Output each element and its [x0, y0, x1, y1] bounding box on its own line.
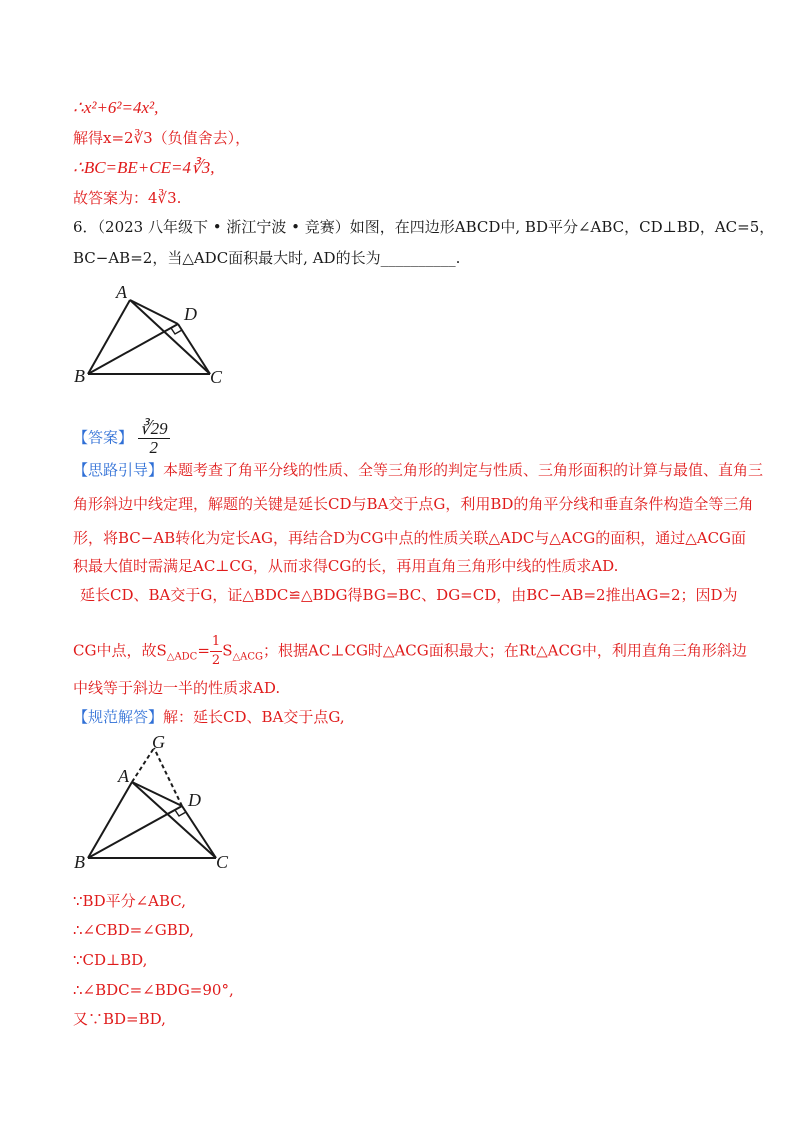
proof-line-1: ∵BD平分∠ABC,	[73, 892, 187, 910]
summary-line-3: 中线等于斜边一半的性质求AD.	[73, 679, 281, 697]
prev-line-2: 解得x=2∛3（负值舍去），	[73, 129, 251, 147]
prev-line-3: ∴BC=BE+CE=4∛3,	[73, 158, 215, 177]
prev-line-1: ∴x²+6²=4x²,	[73, 98, 159, 117]
solution-header: 【规范解答】解：延长CD、BA交于点G,	[73, 708, 345, 726]
side-ad	[132, 782, 182, 806]
answer-label: 【答案】	[73, 428, 134, 447]
label-a: A	[118, 766, 129, 786]
question-6-line-1: 6．（2023 八年级下 • 浙江宁波 • 竞赛）如图，在四边形ABCD中, BD平分∠ABC，CD⊥BD，AC=5，	[73, 218, 775, 236]
answer-fraction: $\frac{∛29}{2}$	[139, 419, 168, 457]
label-a: A	[116, 282, 127, 302]
solution-label: 【规范解答】	[73, 708, 164, 726]
side-ad	[130, 300, 178, 324]
idea-line-1: 【思路引导】本题考查了角平分线的性质、全等三角形的判定与性质、三角形面积的计算与最值、直角三	[73, 461, 764, 479]
idea-line-2: 角形斜边中线定理，解题的关键是延长CD与BA交于点G，利用BD的角平分线和垂直条件构造全等三角	[73, 495, 754, 513]
label-c: C	[210, 367, 223, 387]
label-d: D	[184, 304, 197, 324]
idea-line-4: 积最大值时需满足AC⊥CG，从而求得CG的长，再用直角三角形中线的性质求AD.	[73, 557, 619, 575]
proof-line-4: ∴∠BDC=∠BDG=90°,	[73, 981, 234, 999]
extended-figure	[60, 730, 250, 878]
summary-line-2: CG中点，故$S_{\triangle ADC}=$ $\frac{1}{2}$ $S_{\triangle ACG}$；根据AC⊥CG时△ACG面积最大；在Rt△ACG中，利用直角三角形斜边	[73, 634, 747, 668]
prev-line-4: 故答案为：4∛3.	[73, 189, 182, 207]
idea-line-3: 形，将BC−AB转化为定长AG，再结合D为CG中点的性质关联△ADC与△ACG的面积，通过△ACG面	[73, 529, 747, 547]
extension-dg	[154, 748, 182, 806]
question-6-line-2: BC−AB=2，当△ADC面积最大时, AD的长为__________.	[73, 249, 461, 267]
answer	[73, 420, 170, 457]
label-b: B	[74, 366, 85, 386]
proof-line-3: ∵CD⊥BD,	[73, 951, 148, 969]
summary-line-1: 延长CD、BA交于G，证△BDC≌△BDG得BG=BC、DG=CD，由BC−AB=2推出AG=2；因D为	[80, 586, 738, 604]
extension-ag	[132, 748, 154, 782]
diagonal-ac	[132, 782, 216, 858]
label-d: D	[188, 790, 201, 810]
label-c: C	[216, 852, 229, 872]
label-b: B	[74, 852, 85, 872]
proof-line-2: ∴∠CBD=∠GBD,	[73, 921, 195, 939]
diagonal-ac	[130, 300, 210, 374]
quadrilateral-figure	[60, 282, 250, 392]
label-g: G	[152, 732, 165, 752]
proof-line-5: 又∵BD=BD,	[73, 1010, 166, 1028]
